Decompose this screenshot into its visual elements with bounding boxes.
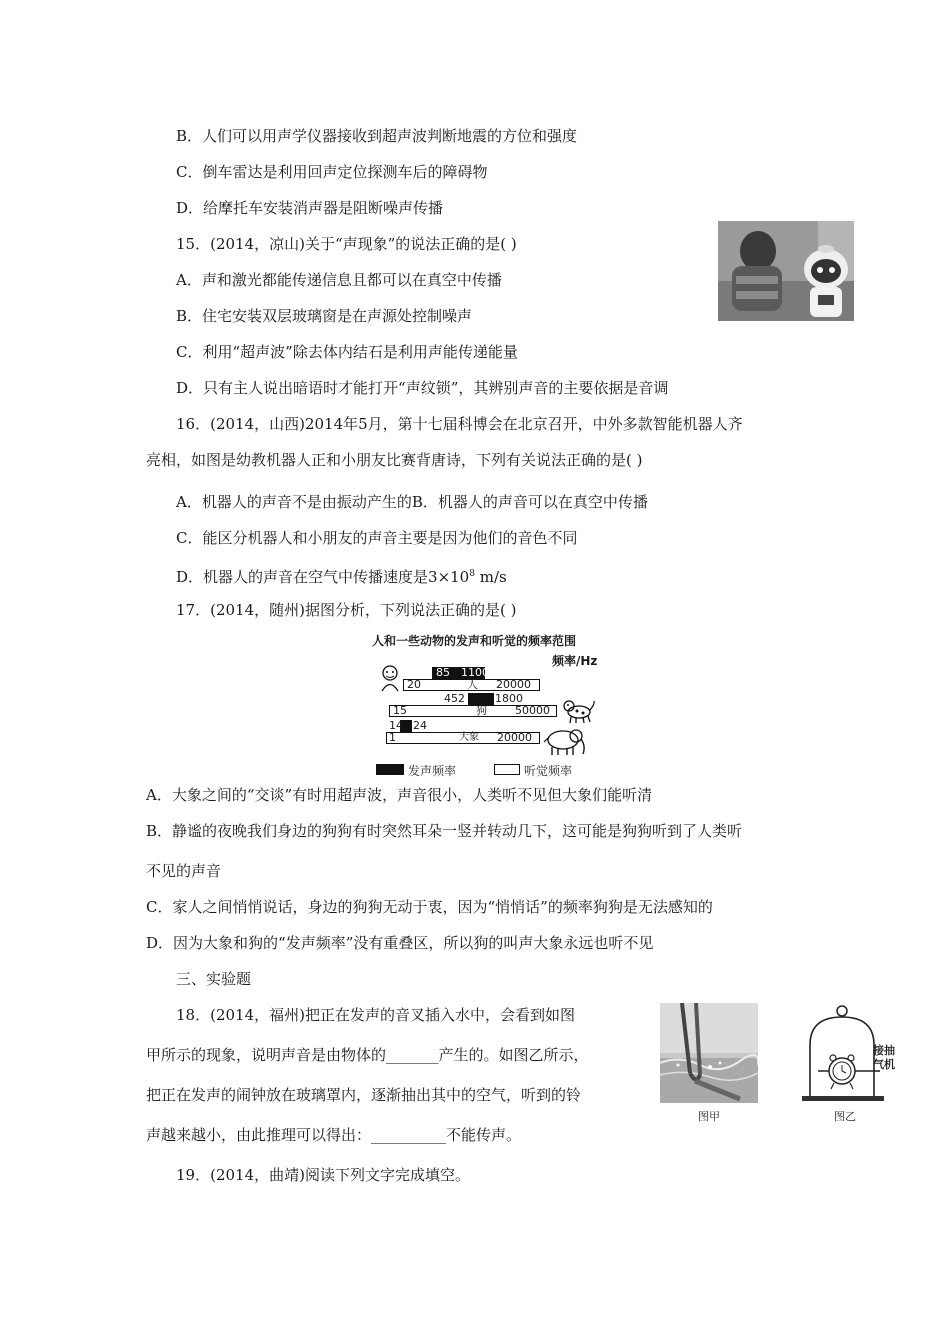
q17-option-a: A．大象之间的“交谈”有时用超声波，声音很小，人类听不见但大象们能听清	[146, 786, 653, 804]
elephant-emit-max: 24	[413, 719, 427, 732]
q17-option-b-line1: B．静谧的夜晚我们身边的狗狗有时突然耳朵一竖并转动几下，这可能是狗狗听到了人类听	[146, 822, 743, 840]
q18-line2: 甲所示的现象，说明声音是由物体的_______产生的。如图乙所示，	[146, 1046, 589, 1064]
figure-a-caption: 图甲	[698, 1110, 720, 1123]
q14-option-b: B．人们可以用声学仪器接收到超声波判断地震的方位和强度	[176, 127, 578, 145]
section-experiment-title: 三、实验题	[176, 970, 252, 988]
dog-hear-max: 50000	[515, 704, 550, 717]
q16-option-c: C．能区分机器人和小朋友的声音主要是因为他们的音色不同	[176, 529, 578, 547]
figure-title: 人和一些动物的发声和听觉的频率范围	[372, 634, 577, 648]
legend-emit-label: 发声频率	[408, 764, 457, 778]
elephant-icon	[543, 726, 587, 756]
pump-label-line1: 接抽	[873, 1044, 895, 1057]
human-label: 人	[467, 678, 478, 691]
q17-option-b-line2: 不见的声音	[146, 862, 222, 880]
dog-icon	[561, 698, 597, 724]
robot-child-photo	[718, 221, 854, 321]
human-hear-max: 20000	[496, 678, 531, 691]
human-icon	[378, 664, 402, 692]
figure-unit: 频率/Hz	[552, 654, 598, 668]
q14-option-c: C．倒车雷达是利用回声定位探测车后的障碍物	[176, 163, 488, 181]
tuning-fork-water-photo	[660, 1003, 758, 1103]
q16-option-ab: A．机器人的声音不是由振动产生的B．机器人的声音可以在真空中传播	[176, 493, 648, 511]
q14-option-d: D．给摩托车安装消声器是阻断噪声传播	[176, 199, 444, 217]
q15-stem: 15．(2014，凉山)关于“声现象”的说法正确的是( )	[176, 235, 517, 253]
pump-label-line2: 气机	[873, 1058, 895, 1071]
q16-option-d: D．机器人的声音在空气中传播速度是$3\times 10^8$ m/s	[176, 568, 507, 586]
q18-line3: 把正在发声的闹钟放在玻璃罩内，逐渐抽出其中的空气，听到的铃	[146, 1086, 582, 1104]
q19-stem: 19．(2014，曲靖)阅读下列文字完成填空。	[176, 1166, 470, 1184]
dog-emit-min: 452	[444, 692, 465, 705]
q17-option-d: D．因为大象和狗的“发声频率”没有重叠区，所以狗的叫声大象永远也听不见	[146, 934, 654, 952]
human-emit-max: 1100	[461, 666, 489, 679]
q17-option-c: C．家人之间悄悄说话，身边的狗狗无动于衷，因为“悄悄话”的频率狗狗是无法感知的	[146, 898, 713, 916]
q18-line1: 18．(2014，福州)把正在发声的音叉插入水中，会看到如图	[176, 1006, 575, 1024]
legend-hear-swatch	[494, 764, 520, 775]
dog-label: 狗	[476, 704, 487, 717]
dog-emit-max: 1800	[495, 692, 523, 705]
q15-option-a: A．声和激光都能传递信息且都可以在真空中传播	[176, 271, 502, 289]
q16-stem-line2: 亮相，如图是幼教机器人正和小朋友比赛背唐诗，下列有关说法正确的是( )	[146, 451, 643, 469]
human-hear-min: 20	[407, 678, 421, 691]
legend-emit-swatch	[376, 764, 404, 775]
figure-b-caption: 图乙	[834, 1110, 856, 1123]
elephant-label: 大象	[459, 732, 479, 743]
human-emit-min: 85	[436, 666, 450, 679]
q15-option-c: C．利用“超声波”除去体内结石是利用声能传递能量	[176, 343, 518, 361]
q18-line4: 声越来越小，由此推理可以得出：__________不能传声。	[146, 1126, 522, 1144]
elephant-hear-min: 1	[389, 731, 396, 744]
dog-hear-min: 15	[393, 704, 407, 717]
q16-stem-line1: 16．(2014，山西)2014年5月，第十七届科博会在北京召开，中外多款智能机器人齐	[176, 415, 743, 433]
q15-option-b: B．住宅安装双层玻璃窗是在声源处控制噪声	[176, 307, 473, 325]
elephant-hear-max: 20000	[497, 731, 532, 744]
q17-stem: 17．(2014，随州)据图分析，下列说法正确的是( )	[176, 601, 517, 619]
q15-option-d: D．只有主人说出暗语时才能打开“声纹锁”，其辨别声音的主要依据是音调	[176, 379, 669, 397]
elephant-emit-min: 14	[389, 719, 403, 732]
legend-hear-label: 听觉频率	[524, 764, 573, 778]
